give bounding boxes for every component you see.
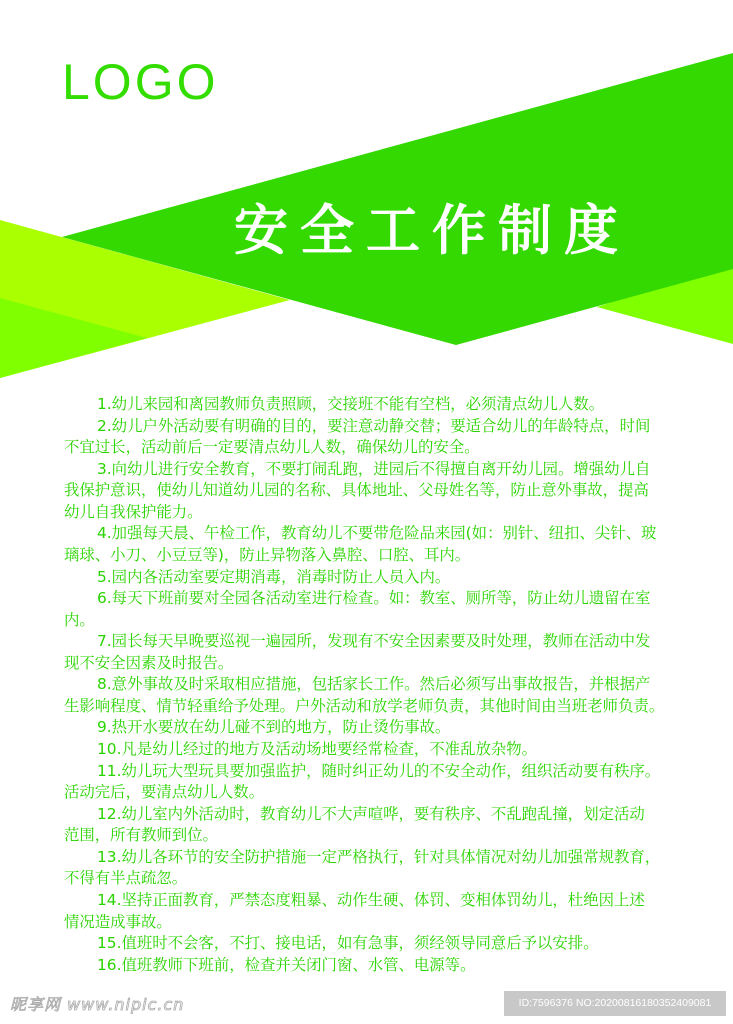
rule-item	[64, 394, 714, 416]
logo: LOGO	[62, 54, 219, 110]
rule-item	[64, 847, 714, 890]
rule-line: 4.加强每天晨、午检工作，教育幼儿不要带危险品来园(如：别针、纽扣、尖针、玻	[97, 524, 657, 543]
rule-item	[64, 804, 714, 847]
rule-line: 璃球、小刀、小豆豆等)，防止异物落入鼻腔、口腔、耳内。	[64, 545, 471, 564]
rule-line: 10.凡是幼儿经过的地方及活动场地要经常检查，不准乱放杂物。	[97, 740, 538, 758]
rule-line: 1.幼儿来园和离园教师负责照顾，交接班不能有空档，必须清点幼儿人数。	[97, 395, 605, 413]
rule-item	[64, 674, 714, 717]
rule-item	[64, 523, 714, 566]
rule-line: 14.坚持正面教育，严禁态度粗暴、动作生硬、体罚、变相体罚幼儿，杜绝因上述	[97, 890, 645, 909]
rule-line: 11.幼儿玩大型玩具要加强监护，随时纠正幼儿的不安全动作，组织活动要有秩序。	[97, 761, 661, 780]
rule-line: 15.值班时不会客，不打、接电话，如有急事，须经领导同意后予以安排。	[97, 934, 599, 953]
watermark-id: ID:7596376 NO:20200816180352409081	[504, 991, 726, 1016]
page-title: 安全工作制度	[234, 199, 630, 262]
rule-line: 现不安全因素及时报告。	[64, 653, 234, 672]
rule-line: 活动完后，要清点幼儿人数。	[64, 783, 265, 802]
rule-line: 不得有半点疏忽。	[64, 869, 188, 888]
rule-line: 不宜过长，活动前后一定要清点幼儿人数，确保幼儿的安全。	[64, 438, 480, 457]
rule-line: 9.热开水要放在幼儿碰不到的地方，防止烫伤事故。	[97, 718, 451, 737]
rule-line: 13.幼儿各环节的安全防护措施一定严格执行，针对具体情况对幼儿加强常规教育，	[97, 847, 661, 866]
rule-line: 幼儿自我保护能力。	[64, 502, 203, 521]
rule-line: 3.向幼儿进行安全教育，不要打闹乱跑，进园后不得擅自离开幼儿园。增强幼儿自	[97, 459, 651, 478]
rule-item	[64, 567, 714, 589]
rule-item	[64, 631, 714, 674]
rule-line: 我保护意识，使幼儿知道幼儿园的名称、具体地址、父母姓名等，防止意外事故，提高	[64, 481, 649, 500]
rules-list	[64, 394, 714, 976]
rule-item	[64, 933, 714, 955]
rule-line: 情况造成事故。	[64, 912, 172, 931]
rule-item	[64, 588, 714, 631]
rule-item	[64, 717, 714, 739]
rule-item	[64, 416, 714, 459]
rule-line: 12.幼儿室内外活动时，教育幼儿不大声喧哗，要有秩序、不乱跑乱撞，划定活动	[97, 804, 645, 823]
rule-line: 内。	[64, 610, 95, 629]
rule-line: 5.园内各活动室要定期消毒，消毒时防止人员入内。	[97, 567, 451, 586]
rule-line: 7.园长每天早晚要巡视一遍园所，发现有不安全因素要及时处理，教师在活动中发	[97, 632, 651, 651]
rule-item	[64, 955, 714, 977]
rule-item	[64, 890, 714, 933]
rule-line: 8.意外事故及时采取相应措施，包括家长工作。然后必须写出事故报告，并根据产	[97, 675, 651, 694]
rule-item	[64, 739, 714, 761]
rule-item	[64, 459, 714, 524]
rule-line: 生影响程度、情节轻重给予处理。户外活动和放学老师负责，其他时间由当班老师负责。	[64, 696, 665, 715]
rule-line: 2.幼儿户外活动要有明确的目的，要注意动静交替；要适合幼儿的年龄特点，时间	[97, 416, 651, 435]
rule-line: 范围，所有教师到位。	[64, 826, 218, 845]
rule-item	[64, 761, 714, 804]
rule-line: 6.每天下班前要对全园各活动室进行检查。如：教室、厕所等，防止幼儿遗留在室	[97, 589, 651, 608]
watermark-site: 昵享网 www.nipic.cn	[10, 995, 185, 1014]
rule-line: 16.值班教师下班前，检查并关闭门窗、水管、电源等。	[97, 955, 476, 974]
